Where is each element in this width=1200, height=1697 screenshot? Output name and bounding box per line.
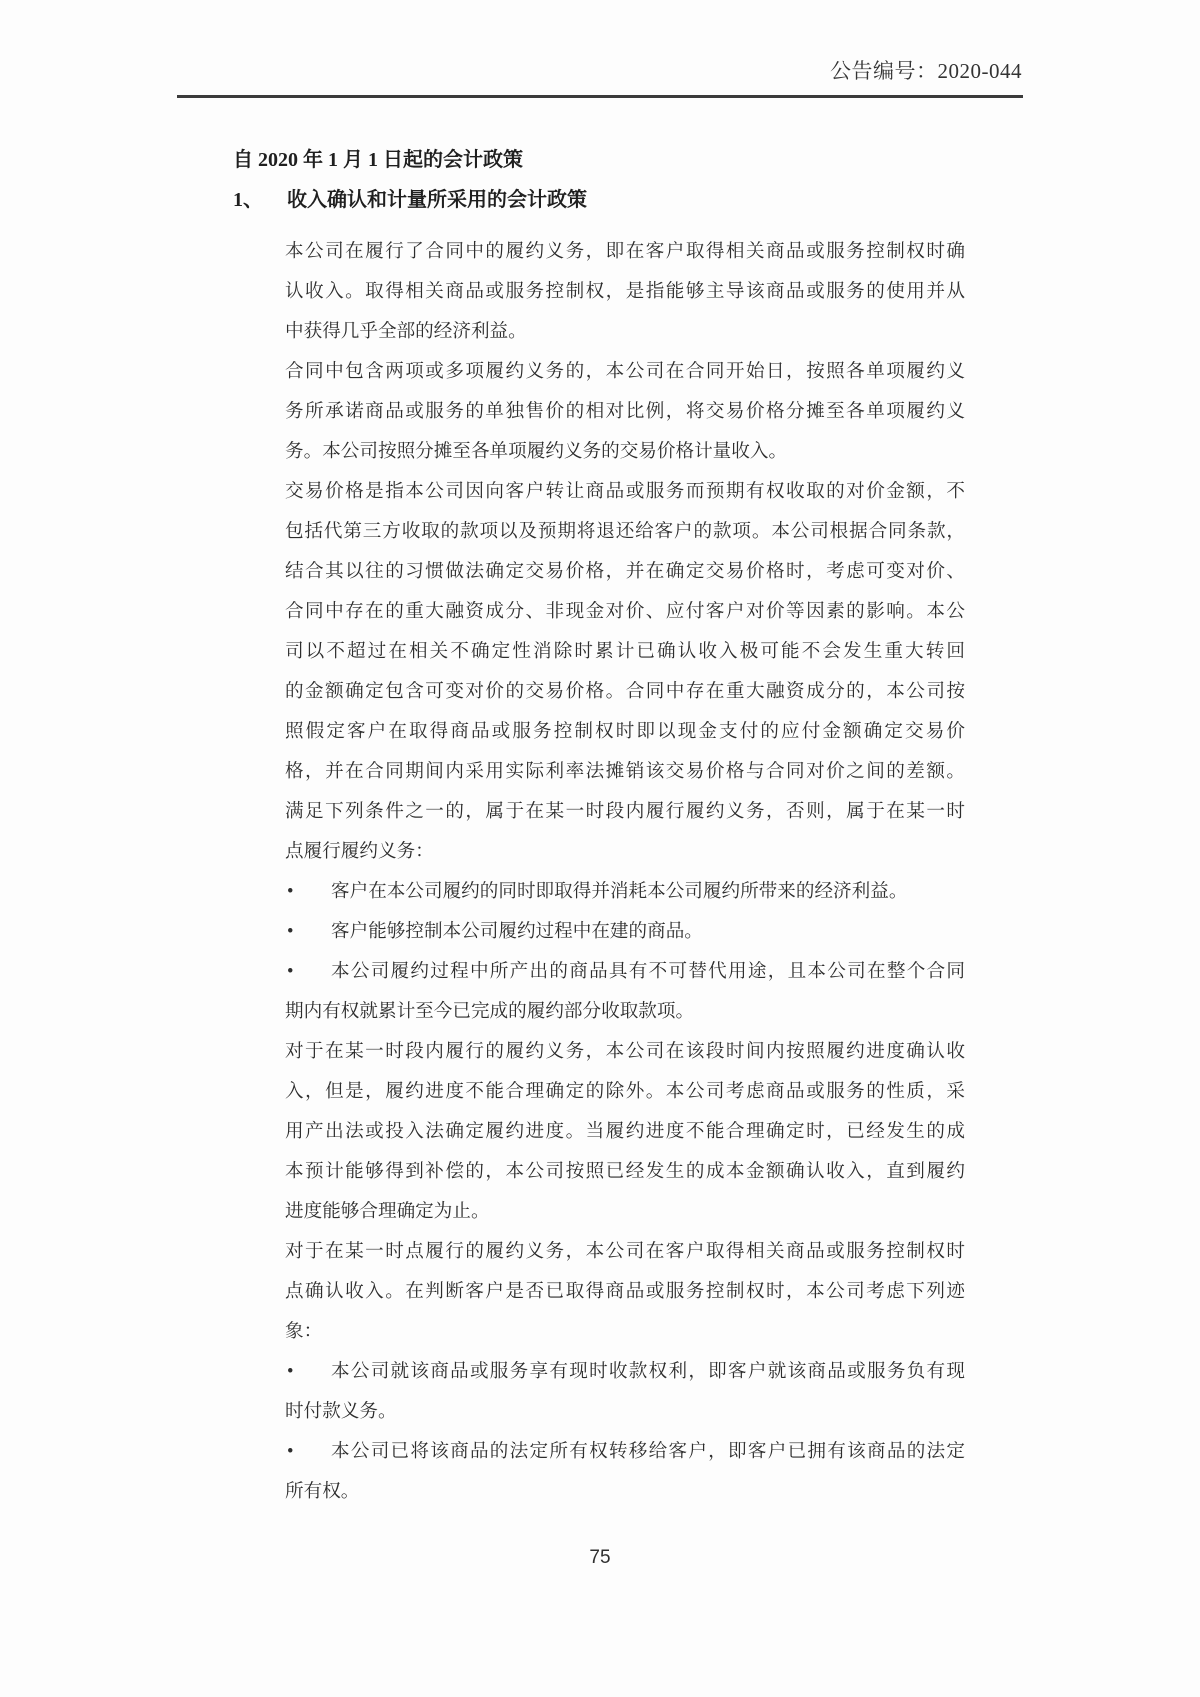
body-line: 合同中包含两项或多项履约义务的，本公司在合同开始日，按照各单项履约义 — [285, 361, 965, 382]
body-line: 结合其以往的习惯做法确定交易价格，并在确定交易价格时，考虑可变对价、 — [285, 561, 965, 582]
header-rule — [177, 95, 1023, 98]
body-line: 照假定客户在取得商品或服务控制权时即以现金支付的应付金额确定交易价 — [285, 721, 965, 742]
bullet-text: 客户能够控制本公司履约过程中在建的商品。 — [331, 921, 703, 942]
bullet-text: 客户在本公司履约的同时即取得并消耗本公司履约所带来的经济利益。 — [331, 881, 908, 902]
bullet-icon: • — [287, 1441, 294, 1462]
bullet-icon: • — [287, 1361, 294, 1382]
body-line: 进度能够合理确定为止。 — [285, 1201, 490, 1222]
body-line: 对于在某一时段内履行的履约义务，本公司在该段时间内按照履约进度确认收 — [285, 1041, 965, 1062]
body-line: 点履行履约义务： — [285, 841, 434, 862]
bullet-text: 本公司就该商品或服务享有现时收款权利，即客户就该商品或服务负有现 — [331, 1361, 965, 1382]
page-number: 75 — [589, 1547, 611, 1568]
bullet-icon: • — [287, 961, 294, 982]
body-line: 入，但是，履约进度不能合理确定的除外。本公司考虑商品或服务的性质，采 — [285, 1081, 965, 1102]
section-title: 收入确认和计量所采用的会计政策 — [287, 189, 587, 211]
body-line: 务所承诺商品或服务的单独售价的相对比例，将交易价格分摊至各单项履约义 — [285, 401, 965, 422]
body-line: 务。本公司按照分摊至各单项履约义务的交易价格计量收入。 — [285, 441, 788, 462]
body-line: 本公司在履行了合同中的履约义务，即在客户取得相关商品或服务控制权时确 — [285, 241, 965, 262]
body-line: 中获得几乎全部的经济利益。 — [285, 321, 527, 342]
body-line: 期内有权就累计至今已完成的履约部分收取款项。 — [285, 1001, 695, 1022]
policy-effective-heading: 自 2020 年 1 月 1 日起的会计政策 — [233, 149, 523, 171]
body-line: 对于在某一时点履行的履约义务，本公司在客户取得相关商品或服务控制权时 — [285, 1241, 965, 1262]
body-line: 包括代第三方收取的款项以及预期将退还给客户的款项。本公司根据合同条款， — [285, 521, 965, 542]
body-line: 的金额确定包含可变对价的交易价格。合同中存在重大融资成分的，本公司按 — [285, 681, 965, 702]
body-line: 合同中存在的重大融资成分、非现金对价、应付客户对价等因素的影响。本公 — [285, 601, 965, 622]
body-line: 本预计能够得到补偿的，本公司按照已经发生的成本金额确认收入，直到履约 — [285, 1161, 965, 1182]
bullet-item — [285, 912, 965, 952]
bullet-item — [285, 952, 965, 992]
body-line: 认收入。取得相关商品或服务控制权，是指能够主导该商品或服务的使用并从 — [285, 281, 965, 302]
bullet-icon: • — [287, 921, 294, 942]
body-line: 格，并在合同期间内采用实际利率法摊销该交易价格与合同对价之间的差额。 — [285, 761, 965, 782]
bullet-item — [285, 1432, 965, 1472]
body-line: 司以不超过在相关不确定性消除时累计已确认收入极可能不会发生重大转回 — [285, 641, 965, 662]
section-heading — [233, 180, 965, 220]
bullet-text: 本公司已将该商品的法定所有权转移给客户，即客户已拥有该商品的法定 — [331, 1441, 965, 1462]
bullet-item — [285, 872, 965, 912]
body-line: 所有权。 — [285, 1481, 360, 1502]
body-text — [285, 232, 965, 1512]
bullet-item — [285, 1352, 965, 1392]
announcement-number: 公告编号：2020-044 — [830, 59, 1022, 83]
document-body — [233, 140, 965, 1512]
body-line: 时付款义务。 — [285, 1401, 397, 1422]
body-line: 交易价格是指本公司因向客户转让商品或服务而预期有权收取的对价金额，不 — [285, 481, 965, 502]
body-line: 点确认收入。在判断客户是否已取得商品或服务控制权时，本公司考虑下列迹 — [285, 1281, 965, 1302]
bullet-icon: • — [287, 881, 294, 902]
page-footer — [0, 1543, 1200, 1573]
section-number: 1、 — [233, 189, 263, 211]
body-line: 用产出法或投入法确定履约进度。当履约进度不能合理确定时，已经发生的成 — [285, 1121, 965, 1142]
body-line: 满足下列条件之一的，属于在某一时段内履行履约义务，否则，属于在某一时 — [285, 801, 965, 822]
bullet-text: 本公司履约过程中所产出的商品具有不可替代用途，且本公司在整个合同 — [331, 961, 965, 982]
body-line: 象： — [285, 1321, 323, 1342]
